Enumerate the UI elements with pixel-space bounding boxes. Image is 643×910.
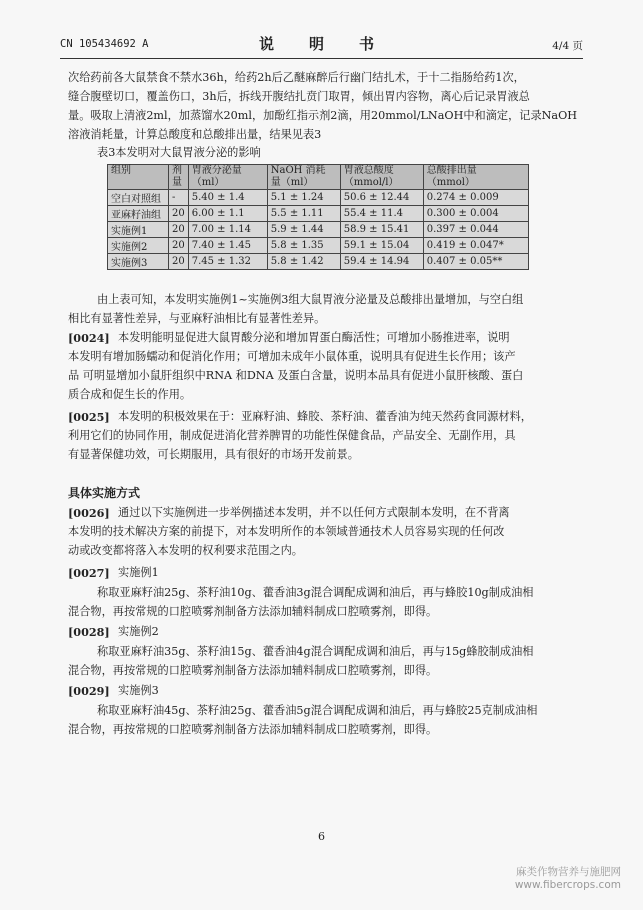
example-title: 实施例1	[118, 566, 159, 579]
watermark	[515, 866, 621, 892]
header-text: NaOH 消耗	[270, 165, 326, 176]
table-row	[108, 190, 529, 206]
text-line: 通过以下实施例进一步举例描述本发明，并不以任何方式限制本发明，在不背离	[118, 506, 510, 519]
table-cell: 0.419 ± 0.047*	[423, 238, 528, 254]
table-cell: 0.407 ± 0.05**	[423, 254, 528, 270]
data-table	[107, 164, 529, 270]
text-line: 相比有显著性差异，与亚麻籽油相比有显著性差异。	[68, 312, 326, 325]
table-cell: 7.40 ± 1.45	[188, 238, 267, 254]
text-line: 有显著保健功效，可长期服用，具有很好的市场开发前景。	[68, 448, 359, 461]
text-line: 本发明有增加肠蠕动和促消化作用；可增加未成年小鼠体重，说明具有促进生长作用；该产	[68, 350, 516, 363]
table-cell: 7.00 ± 1.14	[188, 222, 267, 238]
table-cell: 59.4 ± 14.94	[340, 254, 423, 270]
table-cell: 亚麻籽油组	[108, 206, 169, 222]
table-cell: 实施例2	[108, 238, 169, 254]
paragraph-tag: [0028]	[68, 625, 110, 639]
paragraph-tag: [0027]	[68, 566, 110, 580]
text-line: 利用它们的协同作用，制成促进消化营养脾胃的功能性保健食品，产品安全、无副作用，具	[68, 429, 516, 442]
page-info: 4/4 页	[552, 40, 583, 52]
watermark-line: www.fibercrops.com	[514, 879, 621, 891]
table-cell: 6.00 ± 1.1	[188, 206, 267, 222]
table-cell: 5.8 ± 1.42	[267, 254, 340, 270]
table-header-cell	[267, 165, 340, 190]
page-title: 说 明 书	[258, 35, 384, 53]
paragraph-tag: [0025]	[68, 410, 110, 424]
header-text: 胃液总酸度	[343, 165, 394, 176]
table-cell: 50.6 ± 12.44	[340, 190, 423, 206]
text-line: 缝合腹壁切口，覆盖伤口，3h后，拆线开腹结扎贲门取胃，倾出胃内容物，离心后记录胃液总	[68, 90, 530, 103]
table-cell: 20	[169, 254, 189, 270]
paragraph-tag: [0024]	[68, 331, 110, 345]
text-line: 动或改变都将落入本发明的权利要求范围之内。	[68, 544, 303, 557]
header-text: （mmol）	[426, 177, 475, 188]
text-line: 混合物，再按常规的口腔喷雾剂制备方法添加辅料制成口腔喷雾剂，即得。	[68, 664, 438, 677]
text-line: 本发明的技术解决方案的前提下，对本发明所作的本领域普通技术人员容易实现的任何改	[68, 525, 505, 538]
table-cell: 58.9 ± 15.41	[340, 222, 423, 238]
text-line: 量。吸取上清液2ml，加蒸馏水20ml，加酚红指示剂2滴，用20mmol/LNaOH中和滴定，记录NaOH	[68, 109, 578, 122]
table-row	[108, 222, 529, 238]
header-text: （mmol/l）	[343, 177, 399, 188]
table-header-row	[108, 165, 529, 190]
paragraph-tag: [0026]	[68, 506, 110, 520]
table-cell: 0.397 ± 0.044	[423, 222, 528, 238]
patent-number: CN 105434692 A	[60, 38, 149, 50]
table-cell: 实施例3	[108, 254, 169, 270]
example-title: 实施例2	[118, 625, 159, 638]
example-title: 实施例3	[118, 684, 159, 697]
text-line: 称取亚麻籽油35g、茶籽油15g、藿香油4g混合调配成调和油后，再与15g蜂胶制成油相	[97, 645, 534, 658]
text-line: 次给药前各大鼠禁食不禁水36h，给药2h后乙醚麻醉后行幽门结扎术，于十二指肠给药1次，	[68, 71, 525, 84]
section-title: 具体实施方式	[68, 486, 141, 500]
table-cell: 59.1 ± 15.04	[340, 238, 423, 254]
table-cell: 空白对照组	[108, 190, 169, 206]
text-line: 品 可明显增加小鼠肝组织中RNA 和DNA 及蛋白含量，说明本品具有促进小鼠肝核酸、蛋白	[68, 369, 524, 382]
table-cell: 0.300 ± 0.004	[423, 206, 528, 222]
table-cell: 5.9 ± 1.44	[267, 222, 340, 238]
table-header-cell	[423, 165, 528, 190]
table-cell: 20	[169, 222, 189, 238]
page-header	[60, 34, 583, 52]
table-header-cell	[188, 165, 267, 190]
header-text: 量	[172, 177, 182, 188]
table-cell: 20	[169, 238, 189, 254]
text-line: 溶液消耗量，计算总酸度和总酸排出量，结果见表3	[68, 128, 322, 141]
table-cell: 实施例1	[108, 222, 169, 238]
table-cell: 5.1 ± 1.24	[267, 190, 340, 206]
text-line: 称取亚麻籽油45g、茶籽油25g、藿香油5g混合调配成调和油后，再与蜂胶25克制成油相	[97, 704, 538, 717]
text-line: 质合成和促生长的作用。	[68, 388, 192, 401]
table-cell: 5.5 ± 1.11	[267, 206, 340, 222]
table-cell: 5.8 ± 1.35	[267, 238, 340, 254]
text-line: 本发明能明显促进大鼠胃酸分泌和增加胃蛋白酶活性；可增加小肠推进率，说明	[118, 331, 510, 344]
page-number: 6	[318, 830, 325, 843]
text-line: 由上表可知，本发明实施例1~实施例3组大鼠胃液分泌量及总酸排出量增加，与空白组	[97, 293, 524, 306]
table-header-cell	[340, 165, 423, 190]
watermark-line: 麻类作物营养与施肥网	[516, 866, 621, 878]
table-caption: 表3本发明对大鼠胃液分泌的影响	[97, 146, 261, 159]
header-text: 总酸排出量	[426, 165, 477, 176]
text-line: 称取亚麻籽油25g、茶籽油10g、藿香油3g混合调配成调和油后，再与蜂胶10g制成油相	[97, 586, 534, 599]
table-row	[108, 238, 529, 254]
header-text: （ml）	[191, 177, 225, 188]
table-row	[108, 206, 529, 222]
text-line: 混合物，再按常规的口腔喷雾剂制备方法添加辅料制成口腔喷雾剂，即得。	[68, 605, 438, 618]
header-text: 胃液分泌量	[191, 165, 242, 176]
text-line: 混合物，再按常规的口腔喷雾剂制备方法添加辅料制成口腔喷雾剂，即得。	[68, 723, 438, 736]
table-cell: 5.40 ± 1.4	[188, 190, 267, 206]
table-cell: 20	[169, 206, 189, 222]
table-cell: 7.45 ± 1.32	[188, 254, 267, 270]
table-header-cell: 组别	[108, 165, 169, 190]
header-rule	[60, 58, 583, 59]
table-header-cell	[169, 165, 189, 190]
table-row	[108, 254, 529, 270]
table-cell: 0.274 ± 0.009	[423, 190, 528, 206]
header-text: 量（ml）	[270, 177, 314, 188]
table-cell: 55.4 ± 11.4	[340, 206, 423, 222]
table-cell: -	[169, 190, 189, 206]
text-line: 本发明的积极效果在于：亚麻籽油、蜂胶、茶籽油、藿香油为纯天然药食同源材料，	[118, 410, 532, 423]
header-text: 剂	[172, 165, 182, 176]
paragraph-tag: [0029]	[68, 684, 110, 698]
